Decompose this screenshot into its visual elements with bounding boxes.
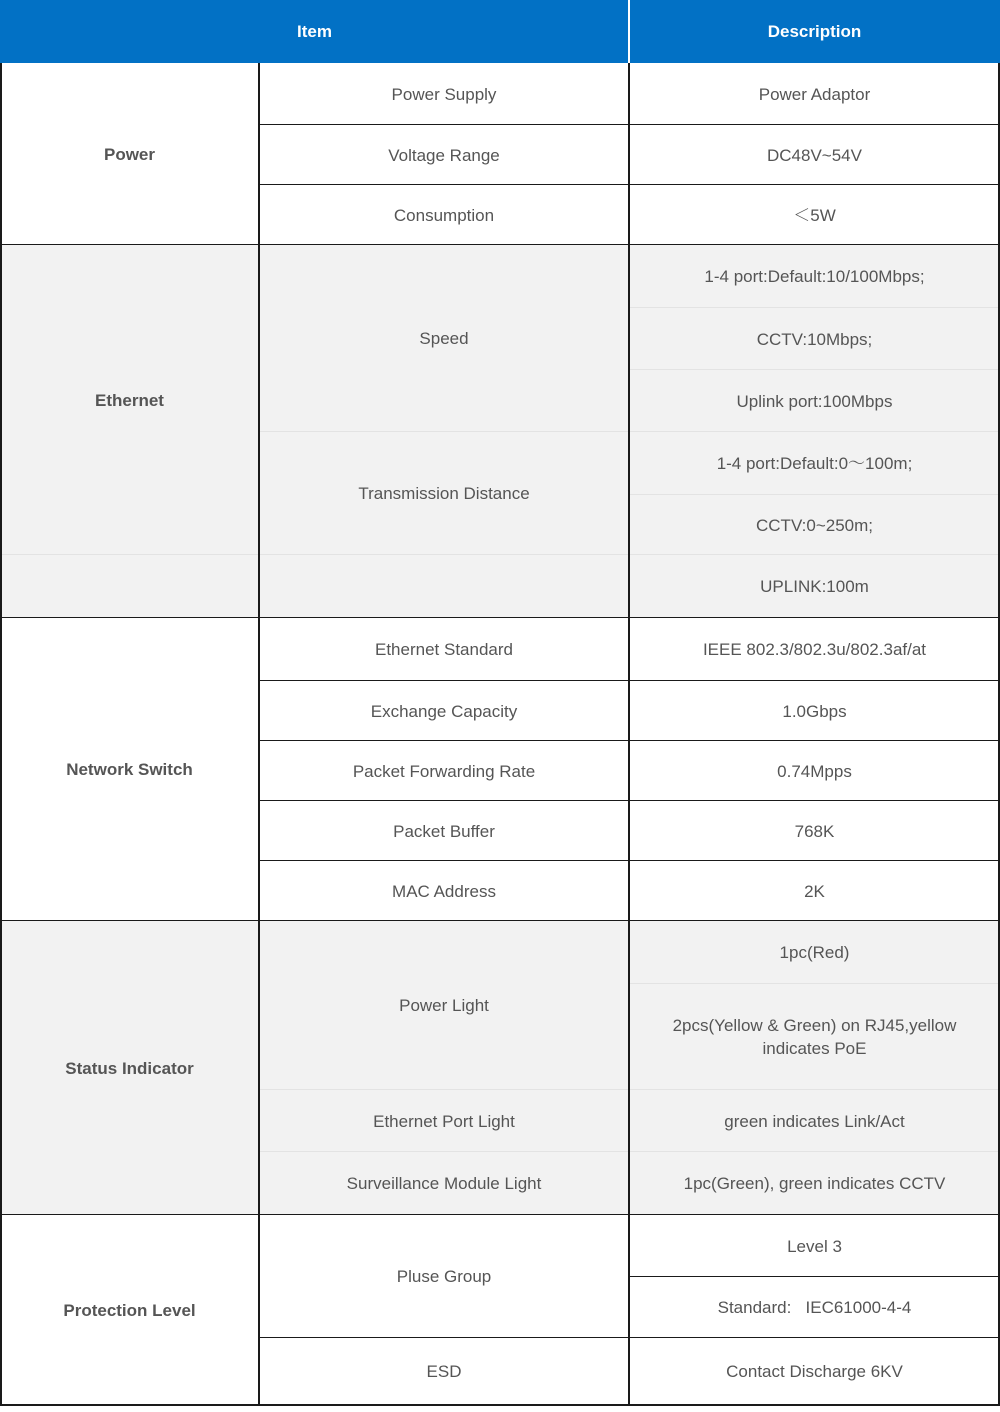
item-label-text: Exchange Capacity <box>370 701 518 721</box>
item-label-text: Packet Buffer <box>393 821 495 841</box>
item-label-text: ESD <box>426 1362 462 1381</box>
group-label-text: Status Indicator <box>65 1058 194 1078</box>
value-cell-text: Power Adaptor <box>758 84 871 104</box>
column-rule <box>0 63 2 1405</box>
value-cell <box>629 921 1000 984</box>
value-cell <box>629 681 1000 741</box>
value-cell <box>629 861 1000 921</box>
item-label <box>259 185 629 245</box>
group-label-text: Power <box>103 144 156 164</box>
item-label <box>259 861 629 921</box>
value-cell-text: 1-4 port:Default:10/100Mbps; <box>704 267 925 286</box>
group-label <box>0 63 259 245</box>
group-label-text: Ethernet <box>95 390 164 410</box>
value-cell-text: 1pc(Red) <box>779 943 850 962</box>
value-cell <box>629 555 1000 618</box>
item-label <box>259 63 629 125</box>
value-cell-text: 2pcs(Yellow & Green) on RJ45,yellow indicates PoE <box>672 1016 957 1058</box>
item-label-text: Pluse Group <box>396 1267 492 1286</box>
value-cell <box>629 125 1000 185</box>
value-cell <box>629 185 1000 245</box>
value-cell-text: Uplink port:100Mbps <box>736 391 893 411</box>
item-label <box>259 432 629 555</box>
item-label-text: Power Supply <box>391 84 497 104</box>
item-label-text: Ethernet Standard <box>375 640 513 659</box>
value-cell-text: ＜5W <box>793 205 836 225</box>
item-label-text: Power Light <box>399 996 489 1015</box>
value-cell <box>629 1338 1000 1405</box>
value-cell <box>629 1090 1000 1152</box>
value-cell <box>629 1215 1000 1277</box>
item-label-text: Speed <box>419 329 469 348</box>
group-label <box>0 618 259 921</box>
value-cell <box>629 1277 1000 1338</box>
value-cell-text: Standard: IEC61000-4-4 <box>717 1298 912 1317</box>
value-cell-text: IEEE 802.3/802.3u/802.3af/at <box>702 640 927 659</box>
group-label-text: Protection Level <box>63 1300 196 1320</box>
value-cell <box>629 984 1000 1090</box>
item-label <box>259 1090 629 1152</box>
item-label <box>259 555 629 618</box>
value-cell <box>629 618 1000 681</box>
item-label <box>259 681 629 741</box>
value-cell-text: Contact Discharge 6KV <box>726 1362 903 1381</box>
value-cell-text: 2K <box>804 881 825 901</box>
value-cell <box>629 370 1000 432</box>
value-cell <box>629 495 1000 555</box>
value-cell-text: CCTV:10Mbps; <box>756 329 873 349</box>
column-rule <box>258 63 260 1405</box>
value-cell <box>629 63 1000 125</box>
group-divider <box>0 1404 1000 1406</box>
value-cell <box>629 1152 1000 1215</box>
value-cell-text: 768K <box>794 821 835 841</box>
item-label-text: Surveillance Module Light <box>346 1174 542 1193</box>
item-label-text: Packet Forwarding Rate <box>352 761 536 781</box>
value-cell-text: CCTV:0~250m; <box>756 515 873 535</box>
item-label-text: Ethernet Port Light <box>373 1111 515 1131</box>
item-label <box>259 741 629 801</box>
item-label-text: Consumption <box>393 205 495 225</box>
group-label <box>0 921 259 1215</box>
item-label <box>259 1215 629 1338</box>
value-cell-text: Level 3 <box>787 1236 842 1256</box>
value-cell-text: 0.74Mpps <box>777 761 852 781</box>
value-cell-text: 1.0Gbps <box>782 701 847 721</box>
item-label <box>259 245 629 432</box>
value-cell-text: 1pc(Green), green indicates CCTV <box>683 1174 946 1193</box>
value-cell <box>629 245 1000 308</box>
item-label-text: MAC Address <box>392 881 496 901</box>
value-cell <box>629 801 1000 861</box>
value-cell <box>629 432 1000 495</box>
value-cell-text: DC48V~54V <box>767 145 862 165</box>
item-label <box>259 125 629 185</box>
value-cell <box>629 741 1000 801</box>
group-label <box>0 1215 259 1405</box>
item-label <box>259 801 629 861</box>
header-rule <box>628 0 630 63</box>
group-label <box>0 245 259 555</box>
value-cell-text: 1-4 port:Default:0～100m; <box>716 454 913 473</box>
item-label-text: Transmission Distance <box>358 484 530 503</box>
value-cell-text: green indicates Link/Act <box>724 1111 905 1131</box>
item-label-text: Voltage Range <box>388 145 500 165</box>
column-rule <box>628 63 630 1405</box>
item-label <box>259 618 629 681</box>
value-cell-text: UPLINK:100m <box>760 577 869 596</box>
item-label <box>259 1152 629 1215</box>
header-description: Description <box>629 0 1000 63</box>
item-label <box>259 1338 629 1405</box>
item-label <box>259 921 629 1090</box>
group-label-text: Network Switch <box>66 760 193 779</box>
header-item: Item <box>0 0 629 63</box>
value-cell <box>629 308 1000 370</box>
group-label <box>0 555 259 618</box>
